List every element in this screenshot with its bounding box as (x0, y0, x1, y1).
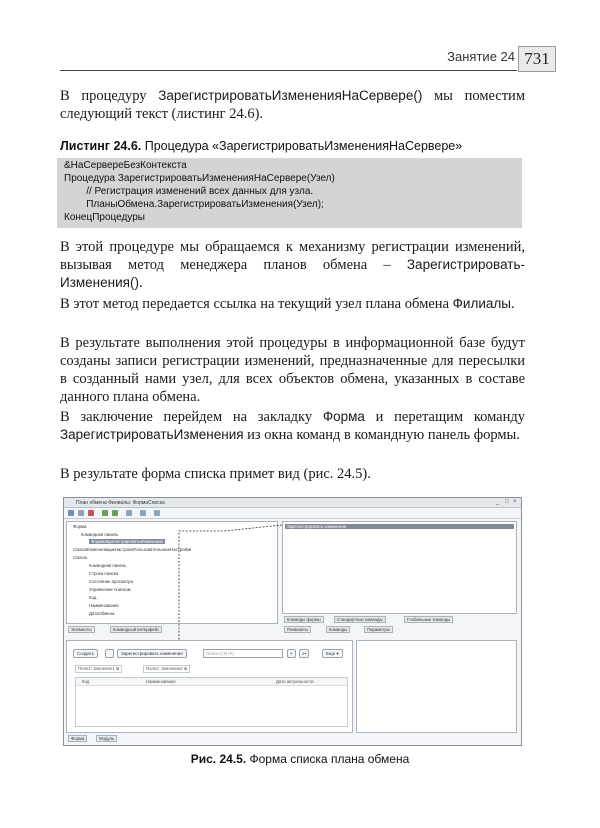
column-date[interactable]: Дата актуальности (276, 679, 314, 684)
window-title: План обмена Филиалы: ФормаСписка (64, 498, 521, 508)
tab-elements[interactable]: Элементы (68, 626, 95, 633)
tree-item[interactable]: ДатаОбмена (89, 611, 115, 616)
figure-screenshot (63, 497, 522, 746)
page-number: 731 (518, 46, 556, 72)
tree-item[interactable]: Список (73, 555, 88, 560)
filter-field-2[interactable]: Поле2: Значение2 ⊗ (143, 665, 190, 673)
command-item-selected[interactable]: Зарегистрировать изменения (285, 524, 514, 529)
tree-item[interactable]: Форма (73, 524, 87, 529)
code-line: КонецПроцедуры (64, 212, 145, 223)
code-line: ПланыОбмена.ЗарегистрироватьИзменения(Узел); (64, 199, 324, 210)
search-input[interactable]: Поиск (Ctrl+F) (203, 649, 283, 658)
chapter-title: Занятие 24 (447, 49, 515, 64)
form-preview (66, 640, 353, 733)
tree-item[interactable]: Наименование (89, 603, 119, 608)
code-line: // Регистрация изменений всех данных для узла. (64, 186, 314, 197)
tree-item[interactable]: Командная панель (89, 563, 127, 568)
paragraph-5: В заключение перейдем на закладку Форма и перетащим команду ЗарегистрироватьИзменения из окна команд в командную панель формы. (60, 409, 525, 443)
create-button[interactable]: Создать (73, 649, 98, 658)
code-line: Процедура ЗарегистрироватьИзмененияНаСервере(Узел) (64, 173, 335, 184)
figure-caption: Рис. 24.5. Форма списка плана обмена (190, 752, 410, 766)
listing-title: Листинг 24.6. Процедура «ЗарегистрироватьИзмененияНаСервере» (60, 139, 463, 153)
tab-module[interactable]: Модуль (96, 735, 117, 742)
tree-item[interactable]: Управление поиском (89, 587, 131, 592)
list-table (75, 677, 348, 727)
tab-commands[interactable]: Команды (326, 626, 350, 633)
tab-command-interface[interactable]: Командный интерфейс (110, 626, 162, 633)
paragraph-3: В этот метод передается ссылка на текущий узел плана обмена Филиалы. (60, 296, 515, 312)
code-line: &НаСервереБезКонтекста (64, 160, 187, 171)
tree-item[interactable]: Состояние просмотра (89, 579, 133, 584)
column-code[interactable]: Код (82, 679, 90, 684)
column-name[interactable]: Наименование (146, 679, 176, 684)
tab-standard-commands[interactable]: Стандартные команды (334, 616, 386, 623)
filter-field-1[interactable]: Поле1: Значение1 ⊗ (75, 665, 122, 673)
maximize-icon[interactable]: □ (505, 499, 509, 505)
tab-form-commands[interactable]: Команды формы (284, 616, 324, 623)
paragraph-1: В процедуру ЗарегистрироватьИзмененияНаСервере() мы поместим следующий текст (листинг 24.6). (60, 88, 525, 122)
tree-item-selected[interactable]: ФормаЗарегистрироватьИзменения (91, 539, 163, 544)
form-preview-right (356, 640, 517, 733)
register-changes-button[interactable]: Зарегистрировать изменения (117, 649, 187, 658)
paragraph-2: В этой процедуре мы обращаемся к механизму регистрации изменений, вызывая метод менеджера планов обмена – ЗарегистрироватьИзменения(). (60, 239, 525, 291)
paragraph-6: В результате форма списка примет вид (рис. 24.5). (60, 466, 371, 482)
search-icon[interactable]: ⌕▾ (299, 649, 309, 658)
tab-global-commands[interactable]: Глобальные команды (404, 616, 453, 623)
minimize-icon[interactable]: _ (496, 499, 500, 505)
tree-item[interactable]: Строка поиска (89, 571, 119, 576)
tab-parameters[interactable]: Параметры (364, 626, 393, 633)
tree-item[interactable]: Код (89, 595, 97, 600)
tree-item[interactable]: СписокКомпоновщикНастроекПользовательскиеНастройки (73, 547, 192, 552)
header-rule (60, 70, 517, 71)
tab-form[interactable]: Форма (68, 735, 87, 742)
copy-button[interactable] (105, 649, 114, 658)
tab-attributes[interactable]: Реквизиты (284, 626, 311, 633)
tree-item[interactable]: Командная панель (81, 532, 119, 537)
close-icon[interactable]: × (513, 499, 517, 505)
clear-search-button[interactable]: × (287, 649, 296, 658)
more-button[interactable]: Еще ▾ (322, 649, 343, 658)
paragraph-4: В результате выполнения этой процедуры в информационной базе будут созданы записи регистрации изменений, предназначенные для пересылки в созданный нами узел, для всех объектов обмена, указанных в составе данного плана обмена. (60, 335, 525, 405)
